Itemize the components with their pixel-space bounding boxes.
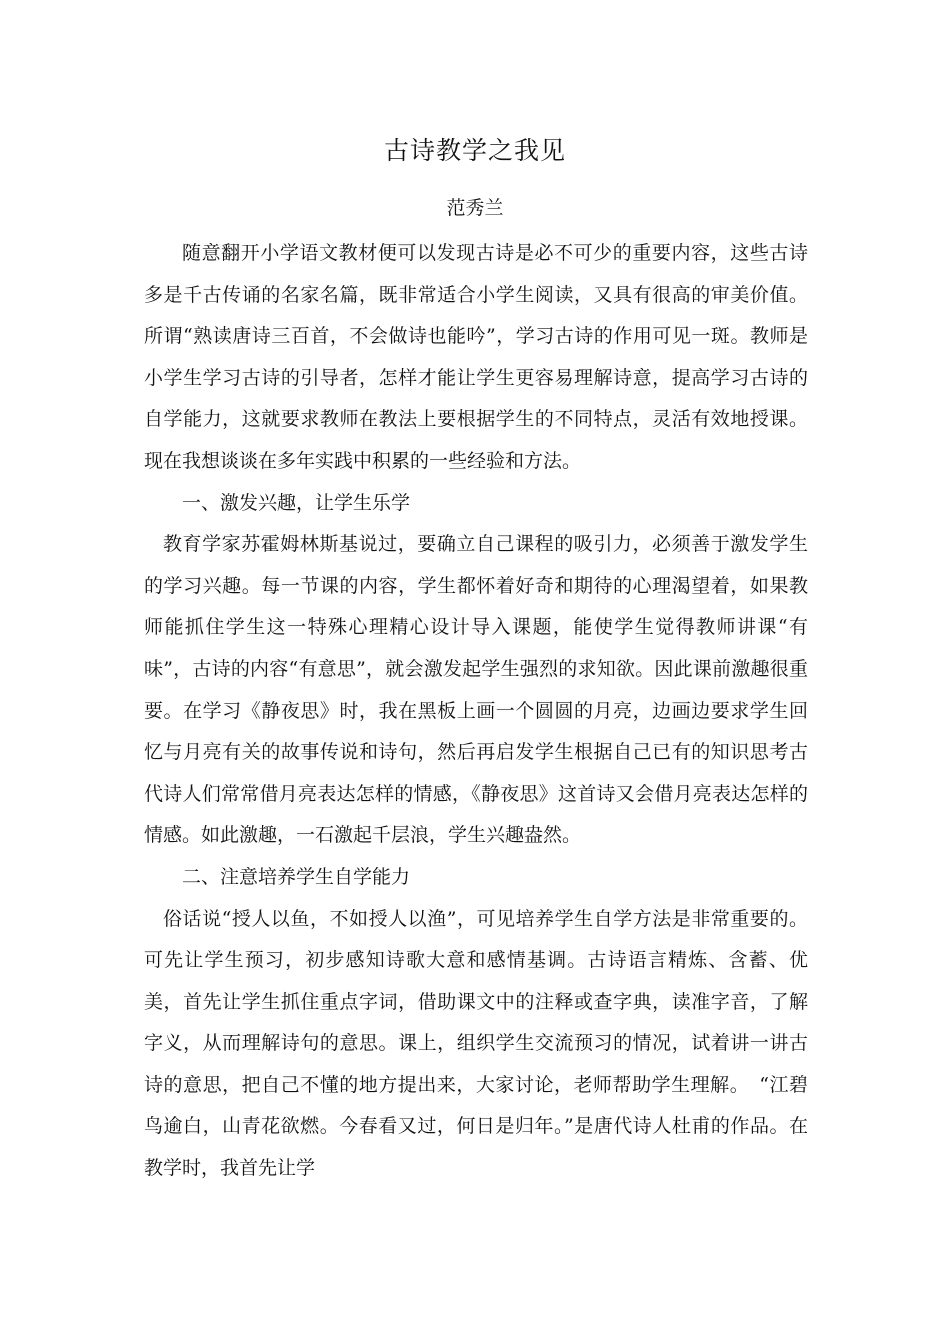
- section-heading-1: 一、激发兴趣，让学生乐学: [182, 491, 411, 514]
- paragraph-section-2: 俗话说“授人以鱼，不如授人以渔”，可见培养学生自学方法是非常重要的。可先让学生预习，初步感知诗歌大意和感情基调。古诗语言精炼、含蓄、优美，首先让学生抓住重点字词，借助课文中的注释或查字典，读准字音，了解字义，从而理解诗句的意思。课上，组织学生交流预习的情况，试着讲一讲古诗的意思，把自己不懂的地方提出来，大家讨论，老师帮助学生理解。 “江碧鸟逾白，山青花欲燃。今春看又过，何日是归年。”是唐代诗人杜甫的作品。在教学时，我首先让学: [144, 907, 808, 1180]
- paragraph-section-1: 教育学家苏霍姆林斯基说过，要确立自己课程的吸引力，必须善于激发学生的学习兴趣。每一节课的内容，学生都怀着好奇和期待的心理渴望着，如果教师能抓住学生这一特殊心理精心设计导入课题，能使学生觉得教师讲课“有味”，古诗的内容“有意思”，就会激发起学生强烈的求知欲。因此课前激趣很重要。在学习《静夜思》时，我在黑板上画一个圆圆的月亮，边画边要求学生回忆与月亮有关的故事传说和诗句，然后再启发学生根据自己已有的知识思考古代诗人们常常借月亮表达怎样的情感，《静夜思》这首诗又会借月亮表达怎样的情感。如此激趣，一石激起千层浪，学生兴趣盎然。: [144, 533, 808, 847]
- document-title: 古诗教学之我见: [383, 136, 566, 165]
- paragraph-intro: 随意翻开小学语文教材便可以发现古诗是必不可少的重要内容，这些古诗多是千古传诵的名家名篇，既非常适合小学生阅读，又具有很高的审美价值。所谓“熟读唐诗三百首，不会做诗也能吟”，学习古诗的作用可见一斑。教师是小学生学习古诗的引导者，怎样才能让学生更容易理解诗意，提高学习古诗的自学能力，这就要求教师在教法上要根据学生的不同特点，灵活有效地授课。现在我想谈谈在多年实践中积累的一些经验和方法。: [144, 242, 808, 472]
- document-author: 范秀兰: [446, 197, 504, 219]
- section-heading-2: 二、注意培养学生自学能力: [182, 865, 411, 888]
- document-body: [144, 233, 808, 1190]
